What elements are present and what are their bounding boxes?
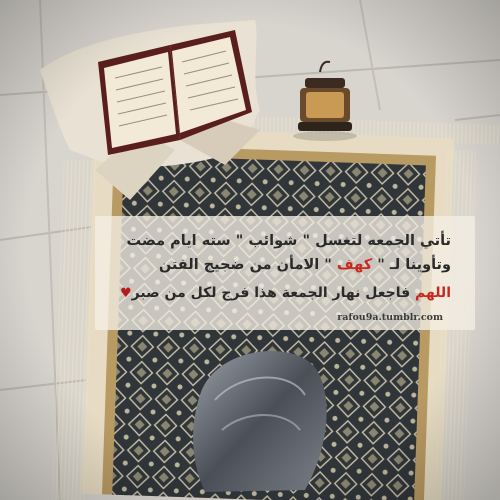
- caption-line-3: [120, 285, 451, 301]
- caption-highlight-allahumma: اللهم: [415, 285, 451, 301]
- caption-panel: [95, 216, 475, 330]
- caption-line-2-start: وتأوينا لـ ": [372, 257, 451, 273]
- heart-icon: ♥: [120, 286, 132, 301]
- caption-line-1: تأتي الجمعه لتغسل " شوائب " سته ايام مضت: [126, 233, 451, 249]
- caption-highlight-kahf: كهف: [336, 257, 373, 273]
- watermark-credit: rafou9a.tumblr.com: [337, 312, 443, 323]
- caption-line-2: [159, 257, 451, 273]
- caption-line-2-end: " الامأن من ضجيج الفتن: [158, 257, 337, 273]
- caption-line-3-rest: فاجعل نهار الجمعة هذا فرج لكل من صبر: [131, 285, 415, 301]
